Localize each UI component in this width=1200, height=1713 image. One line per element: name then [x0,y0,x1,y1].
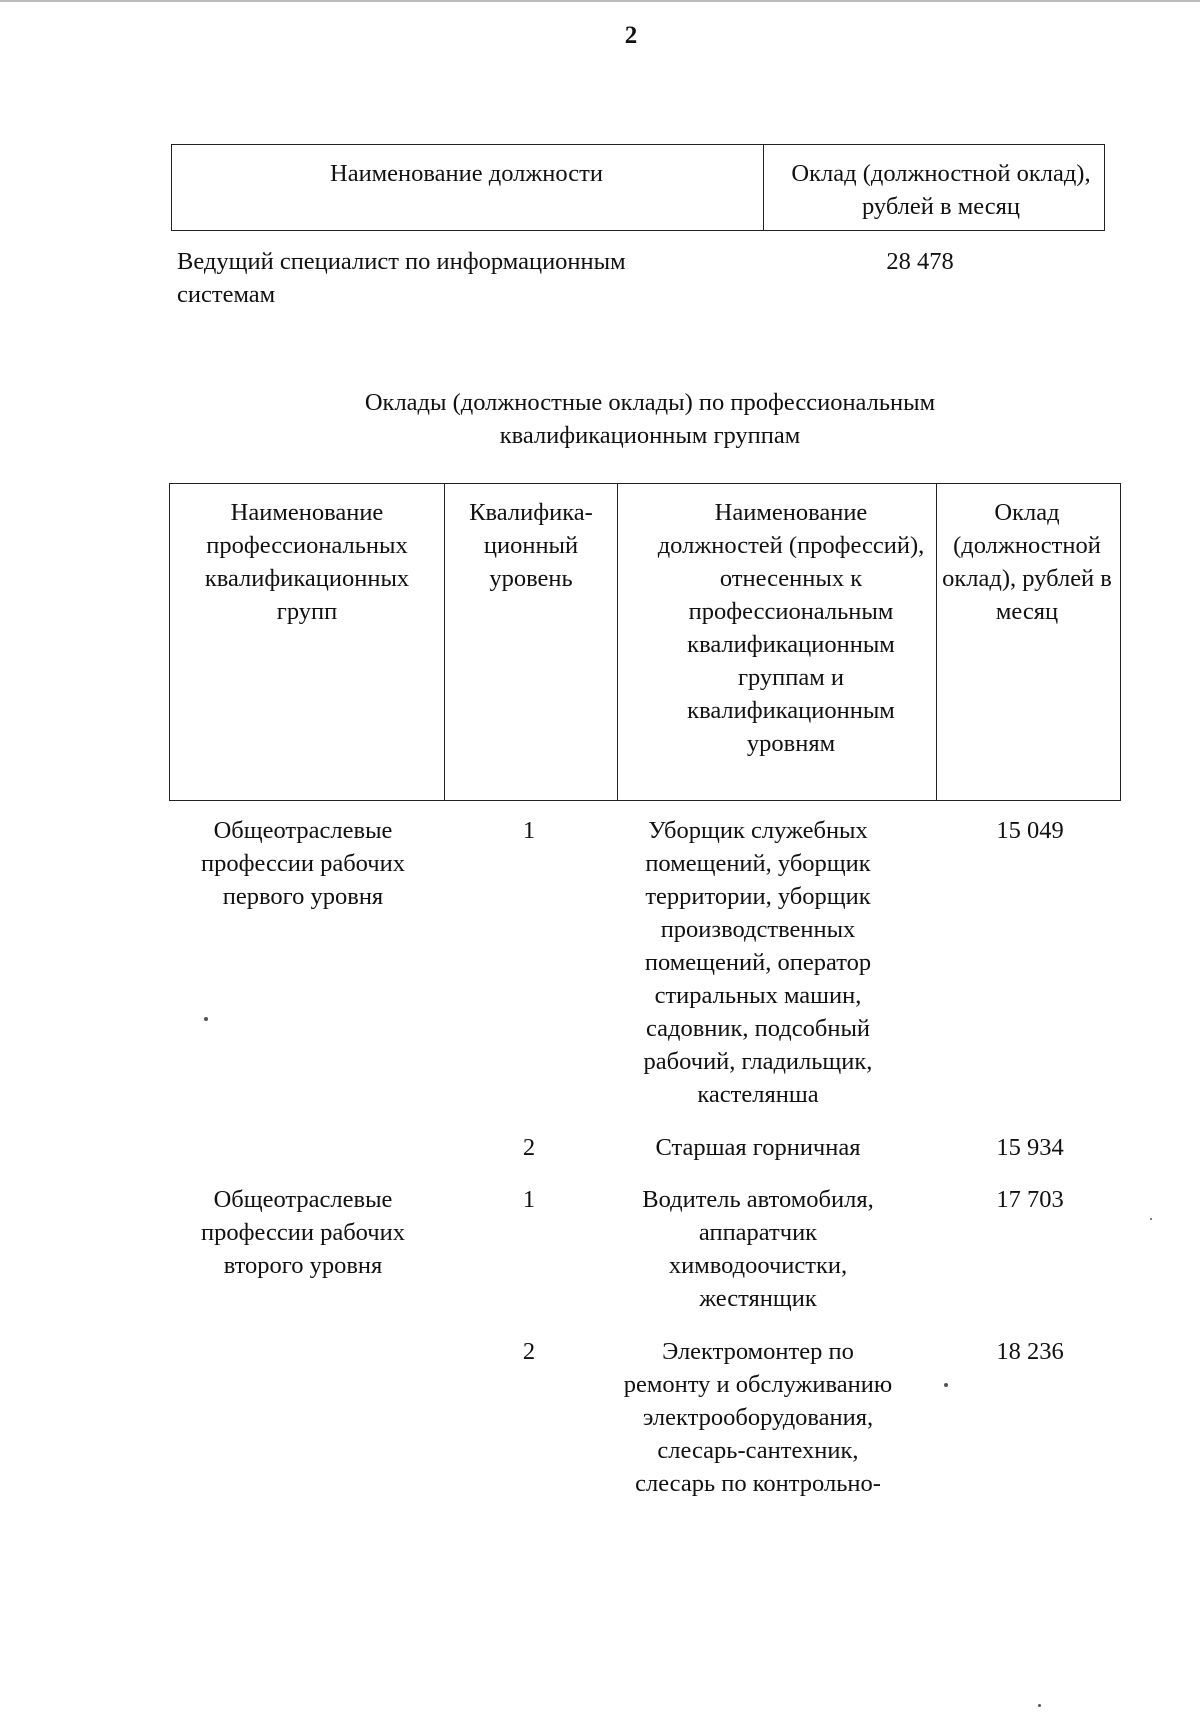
table1-column-divider [763,145,764,230]
table2-divider-2 [617,484,618,800]
table2-row1-group: Общеотраслевые профессии рабочих первого уровня [201,817,405,910]
table2-row1-level: 1 [522,817,536,844]
section-title-line2: квалификационным группам [499,422,801,449]
table2-row3-level: 1 [522,1186,536,1213]
table2-row3-positions: Водитель автомобиля, аппаратчик химводоочистки, жестянщик [642,1186,874,1312]
table2-header-positions: Наименование должностей (профессий), отнесенных к профессиональным квалификационным группам и квалификационным уровням [657,499,925,757]
table2-row1-positions: Уборщик служебных помещений, уборщик территории, уборщик производственных помещений, оператор стиральных машин, садовник, подсобный рабочий, гладильщик, кастелянша [643,817,873,1108]
table2-row2-level: 2 [522,1134,536,1161]
table2-header-group: Наименование профессиональных квалификационных групп [204,499,410,625]
table1-row-position-line1: Ведущий специалист по информационным [177,248,626,275]
table2-row4-salary: 18 236 [996,1338,1064,1365]
table2-row3-group: Общеотраслевые профессии рабочих второго уровня [201,1186,405,1279]
page-number: 2 [624,22,638,49]
scan-speck [204,1017,208,1021]
table2-row3-salary: 17 703 [996,1186,1064,1213]
table2-row1-salary: 15 049 [996,817,1064,844]
scan-speck [1150,1218,1152,1220]
table1-row-salary: 28 478 [886,248,954,275]
table2-divider-1 [444,484,445,800]
table1-header-salary: Оклад (должностной оклад), рублей в месяц [791,160,1091,220]
table1-header-position: Наименование должности [330,160,603,187]
table2-row2-salary: 15 934 [996,1134,1064,1161]
table1-row-position-line2: системам [177,281,276,308]
scan-speck [1038,1704,1041,1707]
table2-row2-positions: Старшая горничная [655,1134,861,1161]
scan-top-edge [0,0,1200,2]
table2-header-salary: Оклад (должностной оклад), рублей в месяц [942,499,1112,625]
section-title-line1: Оклады (должностные оклады) по профессиональным [364,389,936,416]
table2-row4-level: 2 [522,1338,536,1365]
scan-speck [944,1383,948,1387]
table2-header-level: Квалифика-ционный уровень [469,499,593,592]
table2-row4-positions: Электромонтер по ремонту и обслуживанию электрооборудования, слесарь-сантехник, слесарь по контрольно- [623,1338,893,1497]
